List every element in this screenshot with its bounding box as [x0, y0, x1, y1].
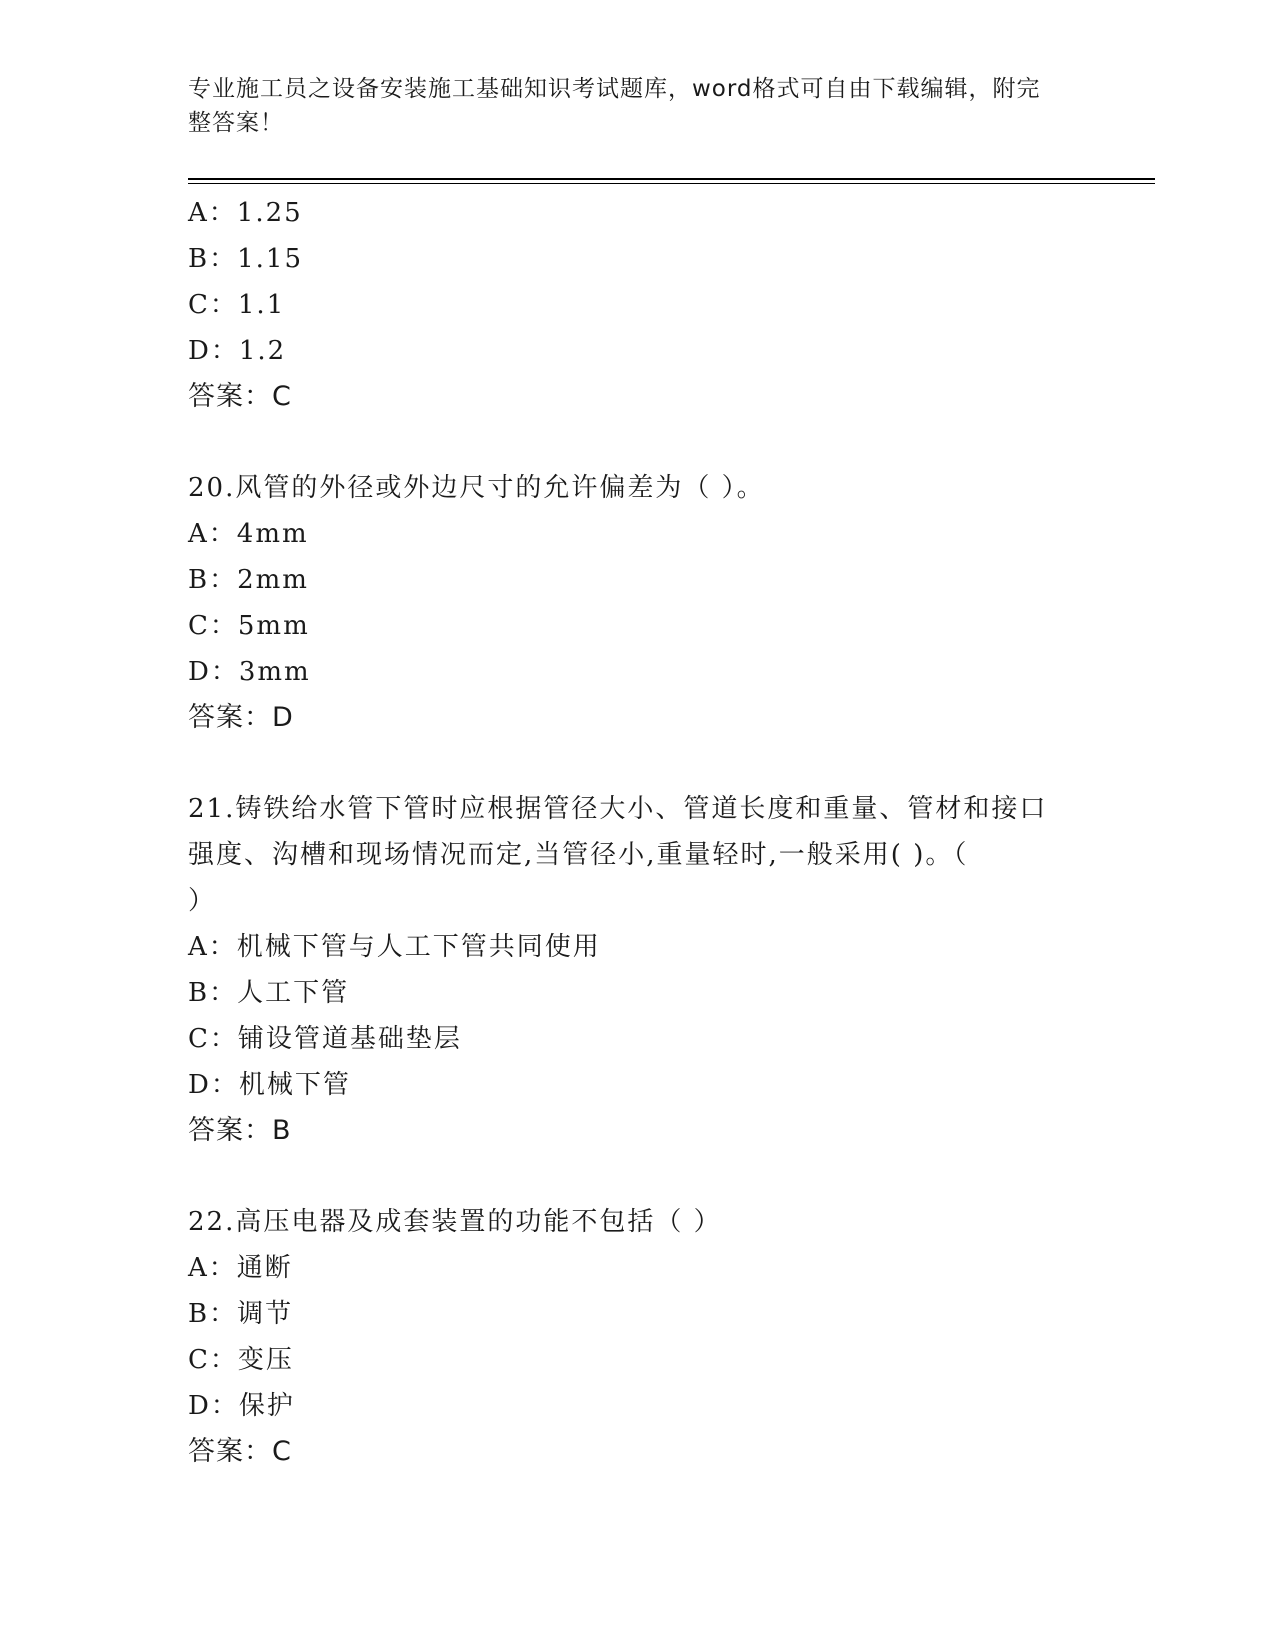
option-d: D：机械下管 — [188, 1070, 351, 1100]
question-19 — [188, 190, 1088, 420]
question-22 — [188, 1199, 1088, 1475]
spacer — [188, 1154, 1088, 1199]
question-stem: 22.高压电器及成套装置的功能不包括（ ） — [188, 1207, 722, 1237]
option-b: B：1.15 — [188, 244, 303, 274]
header-line-2: 整答案！ — [188, 110, 284, 136]
answer: 答案：C — [188, 381, 292, 412]
document-header — [188, 72, 1068, 140]
answer: 答案：D — [188, 702, 294, 733]
option-c: C：1.1 — [188, 290, 286, 320]
question-21 — [188, 786, 1088, 1154]
option-b: B：人工下管 — [188, 978, 350, 1008]
question-list — [188, 190, 1088, 1475]
question-stem-line-2: 强度、沟槽和现场情况而定,当管径小,重量轻时,一般采用( )。（ — [188, 840, 969, 870]
question-stem: 20.风管的外径或外边尺寸的允许偏差为（ ）。 — [188, 473, 765, 503]
option-b: B：调节 — [188, 1299, 294, 1329]
spacer — [188, 741, 1088, 786]
option-d: D：1.2 — [188, 336, 287, 366]
question-stem-line-1: 21.铸铁给水管下管时应根据管径大小、管道长度和重量、管材和接口 — [188, 794, 1048, 824]
option-c: C：铺设管道基础垫层 — [188, 1024, 462, 1054]
option-d: D：3mm — [188, 657, 311, 687]
option-a: A：机械下管与人工下管共同使用 — [188, 932, 601, 962]
header-line-1: 专业施工员之设备安装施工基础知识考试题库，word格式可自由下载编辑，附完 — [188, 76, 1041, 102]
answer: 答案：C — [188, 1436, 292, 1467]
option-b: B：2mm — [188, 565, 309, 595]
option-a: A：通断 — [188, 1253, 293, 1283]
header-divider-thick — [188, 178, 1155, 180]
answer: 答案：B — [188, 1115, 292, 1146]
question-stem — [188, 786, 1088, 924]
option-a: A：1.25 — [188, 198, 303, 228]
option-c: C：变压 — [188, 1345, 294, 1375]
option-c: C：5mm — [188, 611, 310, 641]
spacer — [188, 420, 1088, 465]
question-20 — [188, 465, 1088, 741]
option-a: A：4mm — [188, 519, 309, 549]
header-divider-thin — [188, 183, 1155, 184]
option-d: D：保护 — [188, 1391, 295, 1421]
question-stem-line-3: ） — [188, 886, 217, 916]
